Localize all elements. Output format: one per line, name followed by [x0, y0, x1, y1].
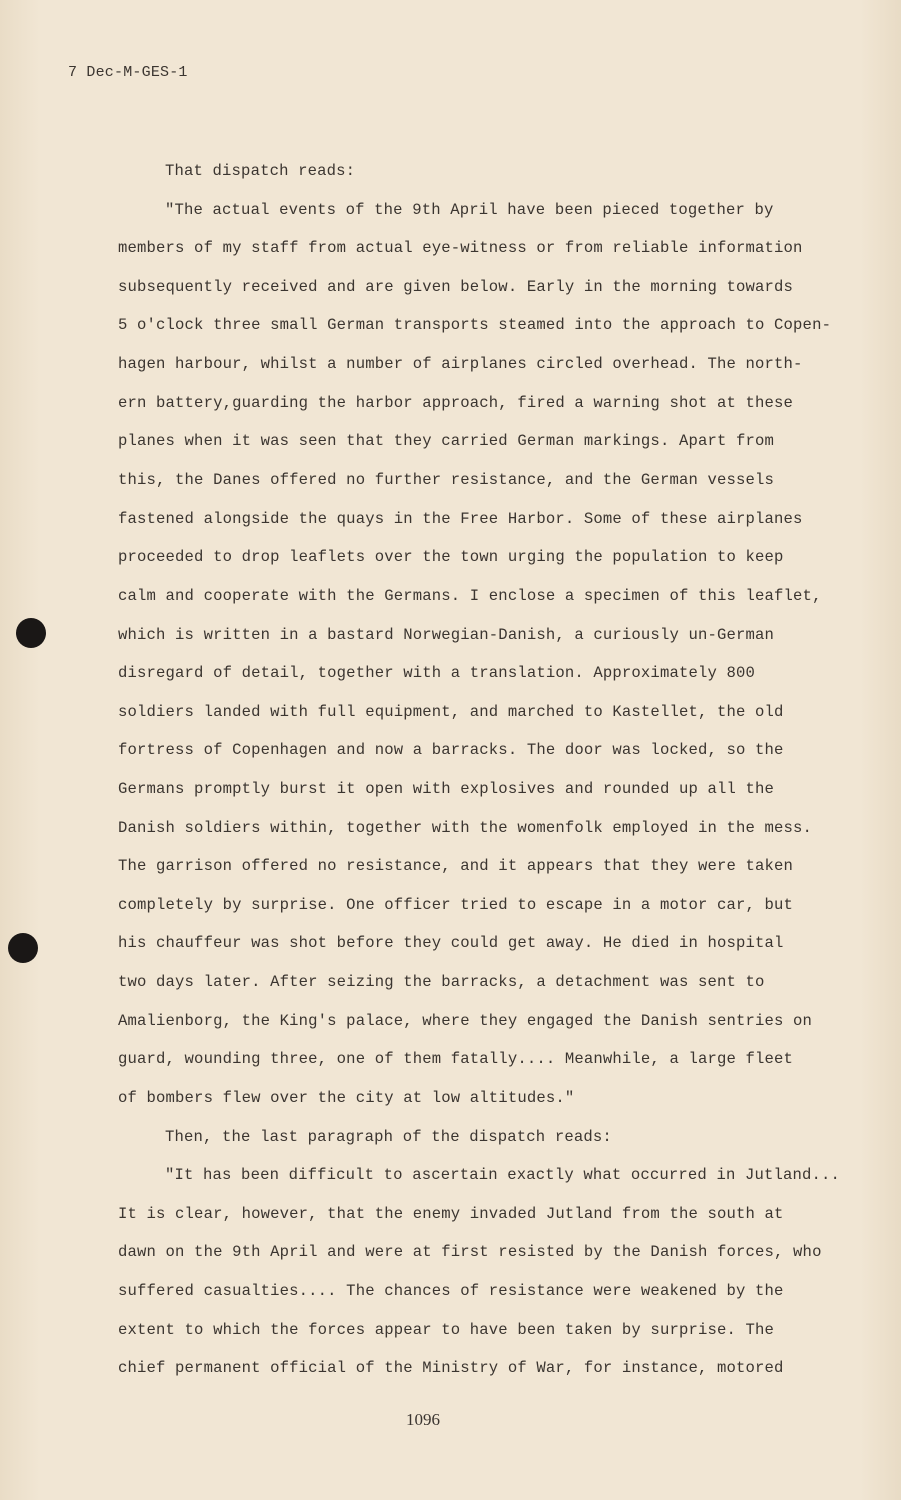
- text-line: fortress of Copenhagen and now a barracks. The door was locked, so the: [118, 741, 784, 759]
- text-line: 5 o'clock three small German transports steamed into the approach to Copen-: [118, 316, 832, 334]
- text-line: hagen harbour, whilst a number of airplanes circled overhead. The north-: [118, 355, 803, 373]
- text-line: Amalienborg, the King's palace, where they engaged the Danish sentries on: [118, 1012, 813, 1030]
- text-line: subsequently received and are given below. Early in the morning towards: [118, 278, 794, 296]
- text-line: That dispatch reads:: [165, 162, 356, 180]
- document-reference: 7 Dec-M-GES-1: [68, 64, 188, 81]
- page-number: 1096: [406, 1410, 440, 1429]
- text-line: members of my staff from actual eye-witness or from reliable information: [118, 239, 803, 257]
- punch-hole-bottom: [8, 933, 38, 963]
- text-line: completely by surprise. One officer tried to escape in a motor car, but: [118, 896, 794, 914]
- text-line: this, the Danes offered no further resistance, and the German vessels: [118, 471, 775, 489]
- text-line: suffered casualties.... The chances of resistance were weakened by the: [118, 1282, 784, 1300]
- text-line: "The actual events of the 9th April have been pieced together by: [165, 201, 774, 219]
- text-line: two days later. After seizing the barracks, a detachment was sent to: [118, 973, 765, 991]
- punch-hole-top: [16, 618, 46, 648]
- text-line: extent to which the forces appear to have been taken by surprise. The: [118, 1321, 775, 1339]
- text-line: fastened alongside the quays in the Free Harbor. Some of these airplanes: [118, 510, 803, 528]
- text-line: calm and cooperate with the Germans. I enclose a specimen of this leaflet,: [118, 587, 822, 605]
- text-line: It is clear, however, that the enemy invaded Jutland from the south at: [118, 1205, 784, 1223]
- text-line: guard, wounding three, one of them fatally.... Meanwhile, a large fleet: [118, 1050, 794, 1068]
- text-line: Danish soldiers within, together with the womenfolk employed in the mess.: [118, 819, 813, 837]
- text-line: dawn on the 9th April and were at first resisted by the Danish forces, who: [118, 1243, 822, 1261]
- text-line: which is written in a bastard Norwegian-Danish, a curiously un-German: [118, 626, 775, 644]
- text-line: planes when it was seen that they carried German markings. Apart from: [118, 432, 775, 450]
- text-line: ern battery,guarding the harbor approach, fired a warning shot at these: [118, 394, 794, 412]
- text-line: his chauffeur was shot before they could get away. He died in hospital: [118, 934, 784, 952]
- text-line: soldiers landed with full equipment, and marched to Kastellet, the old: [118, 703, 784, 721]
- text-line: disregard of detail, together with a translation. Approximately 800: [118, 664, 756, 682]
- text-line: The garrison offered no resistance, and it appears that they were taken: [118, 857, 794, 875]
- text-line: proceeded to drop leaflets over the town urging the population to keep: [118, 548, 784, 566]
- text-line: "It has been difficult to ascertain exactly what occurred in Jutland...: [165, 1166, 841, 1184]
- text-line: Then, the last paragraph of the dispatch reads:: [165, 1128, 612, 1146]
- text-line: chief permanent official of the Ministry of War, for instance, motored: [118, 1359, 784, 1377]
- text-line: Germans promptly burst it open with explosives and rounded up all the: [118, 780, 775, 798]
- text-line: of bombers flew over the city at low altitudes.": [118, 1089, 575, 1107]
